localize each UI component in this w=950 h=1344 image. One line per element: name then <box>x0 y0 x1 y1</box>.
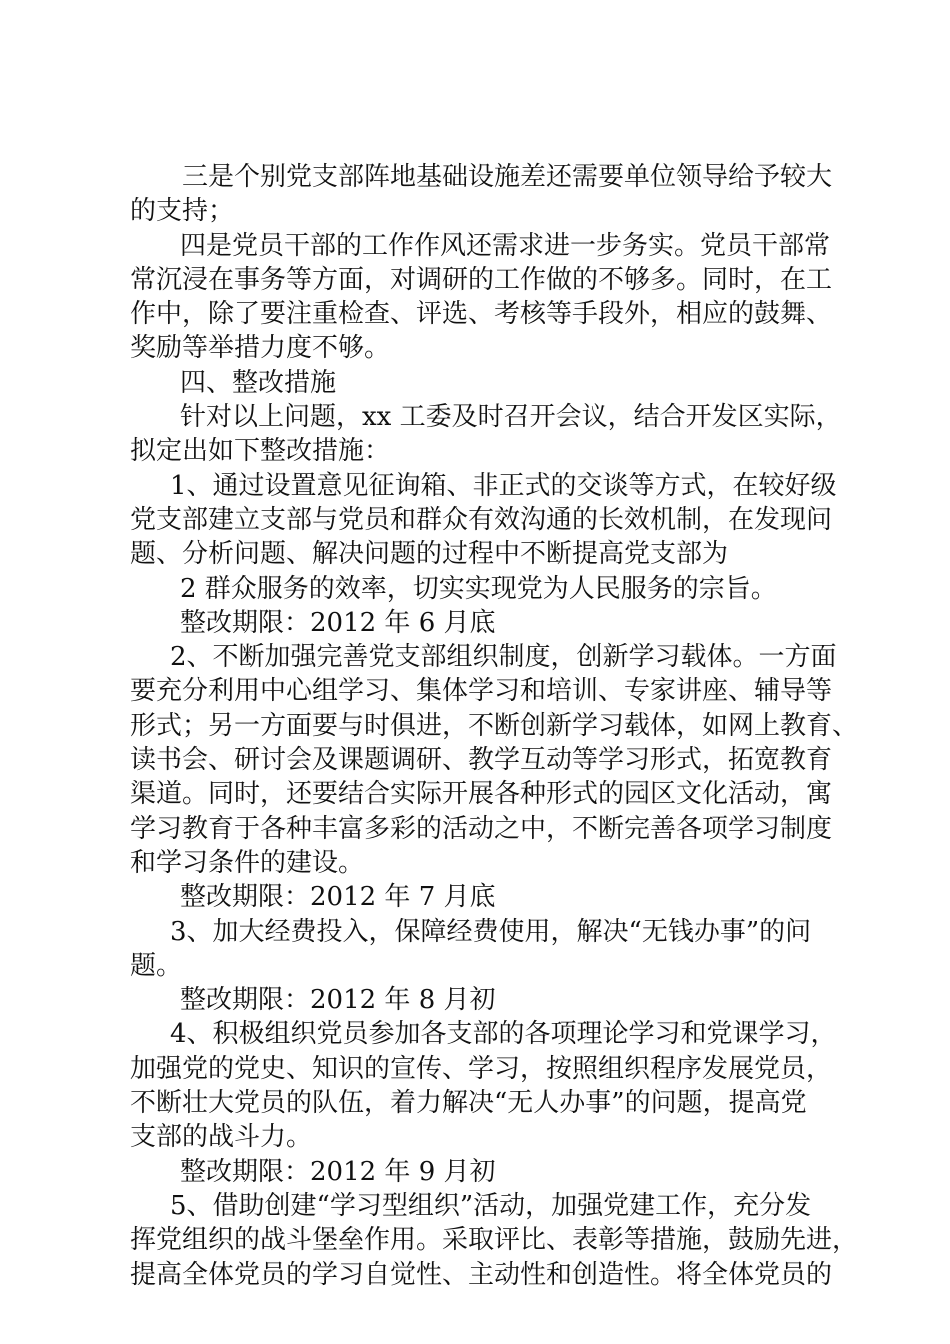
section-heading: 四、整改措施 <box>180 367 337 398</box>
text-line: 读书会、研讨会及课题调研、教学互动等学习形式，拓宽教育 <box>130 745 833 776</box>
text-line: 题、分析问题、解决问题的过程中不断提高党支部为 <box>130 539 729 570</box>
deadline-line: 整改期限：2012 年 7 月底 <box>180 882 496 913</box>
text-line: 提高全体党员的学习自觉性、主动性和创造性。将全体党员的 <box>130 1259 833 1290</box>
deadline-line: 整改期限：2012 年 6 月底 <box>180 607 496 638</box>
text-line: 作中，除了要注重检查、评选、考核等手段外，相应的鼓舞、 <box>130 299 833 330</box>
text-line: 形式；另一方面要与时俱进，不断创新学习载体，如网上教育、 <box>130 710 859 741</box>
text-line: 四是党员干部的工作作风还需求进一步务实。党员干部常 <box>180 230 831 261</box>
text-line: 不断壮大党员的队伍，着力解决“无人办事”的问题，提高党 <box>130 1088 807 1119</box>
text-line: 3、加大经费投入，保障经费使用，解决“无钱办事”的问 <box>170 916 812 947</box>
text-line: 2 群众服务的效率，切实实现党为人民服务的宗旨。 <box>180 573 777 604</box>
text-line: 5、借助创建“学习型组织”活动，加强党建工作，充分发 <box>170 1190 812 1221</box>
text-line: 拟定出如下整改措施： <box>130 436 391 467</box>
text-line: 挥党组织的战斗堡垒作用。采取评比、表彰等措施，鼓励先进， <box>130 1225 859 1256</box>
deadline-line: 整改期限：2012 年 8 月初 <box>180 985 496 1016</box>
text-line: 4、积极组织党员参加各支部的各项理论学习和党课学习， <box>170 1019 837 1050</box>
text-line: 2、不断加强完善党支部组织制度，创新学习载体。一方面 <box>170 642 837 673</box>
text-line: 常沉浸在事务等方面，对调研的工作做的不够多。同时，在工 <box>130 264 833 295</box>
text-line: 要充分利用中心组学习、集体学习和培训、专家讲座、辅导等 <box>130 676 833 707</box>
text-line: 针对以上问题，xx 工委及时召开会议，结合开发区实际， <box>180 402 842 433</box>
text-line: 党支部建立支部与党员和群众有效沟通的长效机制，在发现问 <box>130 504 833 535</box>
text-line: 题。 <box>130 950 183 981</box>
text-line: 三是个别党支部阵地基础设施差还需要单位领导给予较大 <box>182 162 833 192</box>
deadline-line: 整改期限：2012 年 9 月初 <box>180 1156 496 1187</box>
text-line: 支部的战斗力。 <box>130 1122 313 1153</box>
text-line: 学习教育于各种丰富多彩的活动之中，不断完善各项学习制度 <box>130 813 833 844</box>
text-line: 奖励等举措力度不够。 <box>130 333 391 364</box>
document-body <box>130 160 859 1292</box>
text-line: 的支持； <box>130 196 235 227</box>
text-line: 1、通过设置意见征询箱、非正式的交谈等方式，在较好级 <box>170 470 837 501</box>
text-line: 渠道。同时，还要结合实际开展各种形式的园区文化活动，寓 <box>130 779 833 810</box>
text-line: 和学习条件的建设。 <box>130 847 365 878</box>
text-line: 加强党的党史、知识的宣传、学习，按照组织程序发展党员， <box>130 1053 833 1084</box>
